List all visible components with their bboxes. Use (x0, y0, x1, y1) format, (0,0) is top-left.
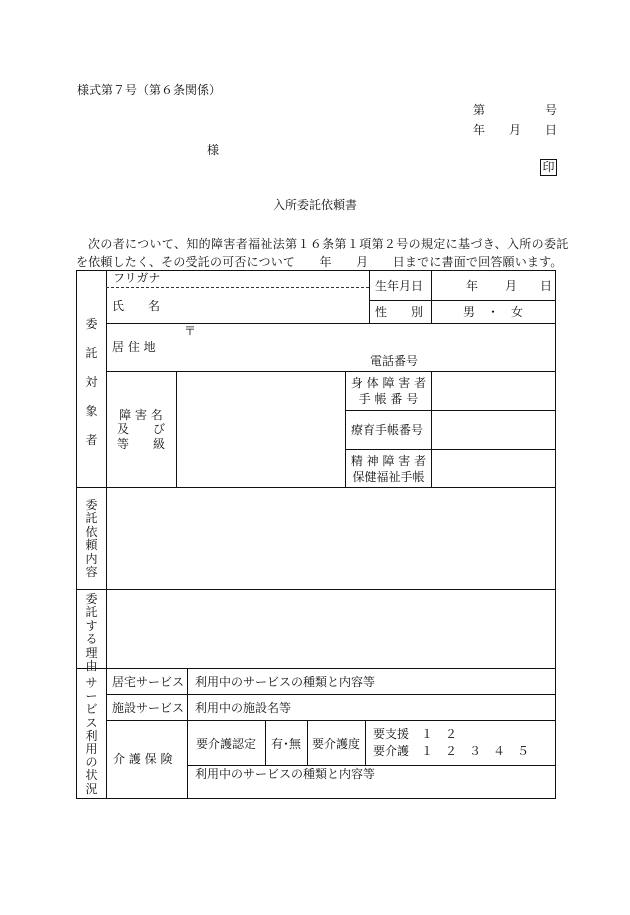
document-number-suffix: 号 (545, 103, 558, 117)
mental-disability-certificate-label: 精 神 障 害 者 保健福祉手帳 (350, 454, 427, 485)
row-divider (106, 720, 556, 721)
body-text-line-1: 次の者について、知的障害者福祉法第１６条第１項第２号の規定に基づき、入所の委託 (88, 237, 569, 251)
row-divider (187, 765, 556, 766)
home-service-label: 居宅サービス (112, 675, 185, 689)
table-border-bottom (76, 798, 556, 799)
birthdate-year-label: 年 (466, 279, 479, 293)
row-divider (76, 487, 556, 488)
column-divider (307, 720, 308, 766)
facility-service-label: 施設サービス (112, 701, 185, 715)
document-title: 入所委託依頼書 (272, 198, 357, 212)
row-divider (76, 589, 556, 590)
date-year-label: 年 (473, 123, 486, 137)
date-day-label: 日 (545, 123, 558, 137)
document-number-prefix: 第 (473, 103, 486, 117)
column-divider (369, 270, 370, 324)
address-label: 居 住 地 (112, 340, 156, 354)
furigana-divider (106, 287, 369, 288)
physical-disability-certificate-label: 身 体 障 害 者 手 帳 番 号 (350, 376, 427, 407)
body-text-line-2: を依頼したく、その受託の可否について 年 月 日までに書面で回答願います。 (76, 255, 563, 269)
birthdate-day-label: 日 (540, 279, 553, 293)
care-level-options: 要介護 １ ２ ３ ４ ５ (373, 744, 530, 758)
row-divider (106, 694, 556, 695)
column-divider (187, 668, 188, 799)
sex-options: 男 ・ 女 (463, 305, 524, 319)
addressee-suffix: 様 (207, 143, 220, 157)
request-content-section-label: 委 託 依 頼 内 容 (85, 498, 98, 580)
column-divider (176, 371, 177, 488)
row-divider (345, 410, 556, 411)
furigana-label: フリガナ (113, 271, 161, 285)
birthdate-month-label: 月 (505, 279, 518, 293)
sex-label: 性 別 (375, 305, 424, 319)
home-service-description: 利用中のサービスの種類と内容等 (195, 675, 376, 689)
postal-mark: 〒 (184, 324, 197, 338)
subject-section-label: 委 託 対 象 者 (85, 317, 98, 447)
facility-service-description: 利用中の施設名等 (195, 701, 292, 715)
row-divider (106, 371, 556, 372)
care-certification-label: 要介護認定 (196, 737, 257, 751)
row-divider (76, 668, 556, 669)
form-number: 様式第７号（第６条関係） (77, 83, 222, 97)
ryoiku-certificate-label: 療育手帳番号 (351, 423, 424, 437)
care-service-description: 利用中のサービスの種類と内容等 (195, 767, 376, 781)
column-divider (431, 270, 432, 324)
care-certification-value: 有･無 (271, 737, 302, 751)
row-divider (106, 323, 556, 324)
care-level-label: 要介護度 (312, 737, 361, 751)
column-divider (265, 720, 266, 766)
row-divider (369, 300, 556, 301)
date-month-label: 月 (509, 123, 522, 137)
column-divider (431, 371, 432, 488)
support-level-options: 要支援 １ ２ (373, 727, 458, 741)
care-insurance-label: 介 護 保 険 (113, 752, 173, 766)
seal-mark: 印 (540, 159, 557, 176)
name-label: 氏 名 (112, 299, 161, 313)
service-usage-section-label: サ ー ビ ス 利 用 の 状 況 (85, 676, 98, 796)
column-divider (365, 720, 366, 766)
phone-label: 電話番号 (370, 354, 419, 368)
disability-label: 障 害 名 及 び 等 級 (116, 408, 165, 451)
birthdate-label: 生年月日 (375, 279, 424, 293)
reason-section-label: 委 託 す る 理 由 (85, 592, 98, 674)
row-divider (345, 449, 556, 450)
